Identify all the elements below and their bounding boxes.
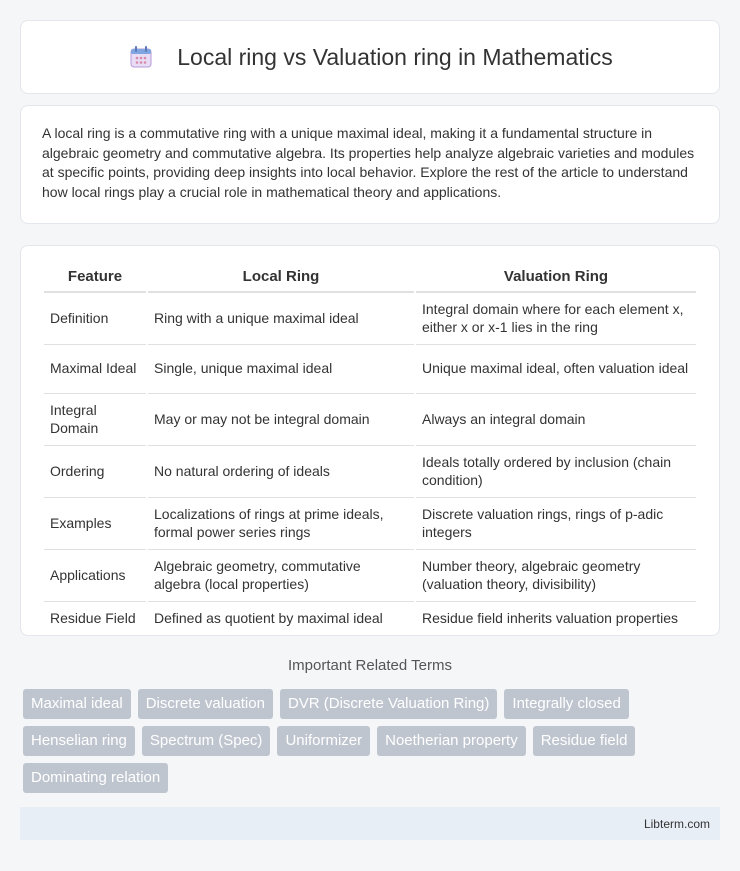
header-feature: Feature xyxy=(44,262,146,293)
related-terms-list xyxy=(23,689,723,800)
footer-site-link[interactable]: Libterm.com xyxy=(643,816,710,831)
cell-local-ring: No natural ordering of ideals xyxy=(148,446,414,498)
cell-local-ring: Defined as quotient by maximal ideal xyxy=(154,610,383,626)
header-valuation-ring: Valuation Ring xyxy=(416,262,696,293)
cell-valuation-ring: Discrete valuation rings, rings of p-adic integers xyxy=(416,498,696,550)
table-row xyxy=(44,293,696,345)
related-terms-title: Important Related Terms xyxy=(288,657,452,674)
cell-feature: Integral Domain xyxy=(44,394,146,446)
calendar-icon xyxy=(127,43,155,71)
cell-valuation-ring: Residue field inherits valuation properties xyxy=(422,610,679,626)
related-term-tag[interactable]: Uniformizer xyxy=(277,726,370,756)
comparison-table xyxy=(42,262,698,636)
cell-local-ring: May or may not be integral domain xyxy=(148,394,414,446)
comparison-table-card xyxy=(20,245,720,636)
table-row xyxy=(44,602,696,636)
footer xyxy=(20,807,720,840)
table-row xyxy=(44,498,696,550)
cell-feature: Ordering xyxy=(44,446,146,498)
table-row xyxy=(44,394,696,446)
cell-feature: Examples xyxy=(44,498,146,550)
cell-feature: Residue Field xyxy=(50,610,136,626)
table-row xyxy=(44,550,696,602)
related-term-tag[interactable]: Residue field xyxy=(533,726,636,756)
cell-local-ring: Localizations of rings at prime ideals, formal power series rings xyxy=(148,498,414,550)
cell-feature: Definition xyxy=(44,293,146,345)
cell-feature: Maximal Ideal xyxy=(44,345,146,394)
cell-local-ring: Single, unique maximal ideal xyxy=(148,345,414,394)
related-term-tag[interactable]: DVR (Discrete Valuation Ring) xyxy=(280,689,497,719)
intro-card xyxy=(20,105,720,224)
cell-local-ring: Ring with a unique maximal ideal xyxy=(148,293,414,345)
header-local-ring: Local Ring xyxy=(148,262,414,293)
intro-text: A local ring is a commutative ring with a unique maximal ideal, making it a fundamental structure in algebraic geometry and commutative algebra. Its properties help analyze algebraic varieties and modules at specific points, providing deep insights into local behavior. Explore the rest of the article to understand how local rings play a crucial role in mathematical theory and applications. xyxy=(42,125,695,200)
cell-valuation-ring: Ideals totally ordered by inclusion (chain condition) xyxy=(416,446,696,498)
cell-valuation-ring: Number theory, algebraic geometry (valuation theory, divisibility) xyxy=(416,550,696,602)
table-row xyxy=(44,446,696,498)
related-term-tag[interactable]: Maximal ideal xyxy=(23,689,131,719)
related-term-tag[interactable]: Henselian ring xyxy=(23,726,135,756)
title-card xyxy=(20,20,720,94)
cell-valuation-ring: Always an integral domain xyxy=(416,394,696,446)
page-title: Local ring vs Valuation ring in Mathematics xyxy=(177,43,613,70)
table-row xyxy=(44,345,696,394)
cell-valuation-ring: Unique maximal ideal, often valuation ideal xyxy=(416,345,696,394)
related-term-tag[interactable]: Dominating relation xyxy=(23,763,168,793)
related-term-tag[interactable]: Noetherian property xyxy=(377,726,526,756)
cell-feature: Applications xyxy=(44,550,146,602)
cell-valuation-ring: Integral domain where for each element x, either x or x-1 lies in the ring xyxy=(416,293,696,345)
related-term-tag[interactable]: Spectrum (Spec) xyxy=(142,726,271,756)
related-term-tag[interactable]: Integrally closed xyxy=(504,689,628,719)
cell-local-ring: Algebraic geometry, commutative algebra (local properties) xyxy=(148,550,414,602)
table-header-row xyxy=(44,262,696,293)
related-term-tag[interactable]: Discrete valuation xyxy=(138,689,273,719)
